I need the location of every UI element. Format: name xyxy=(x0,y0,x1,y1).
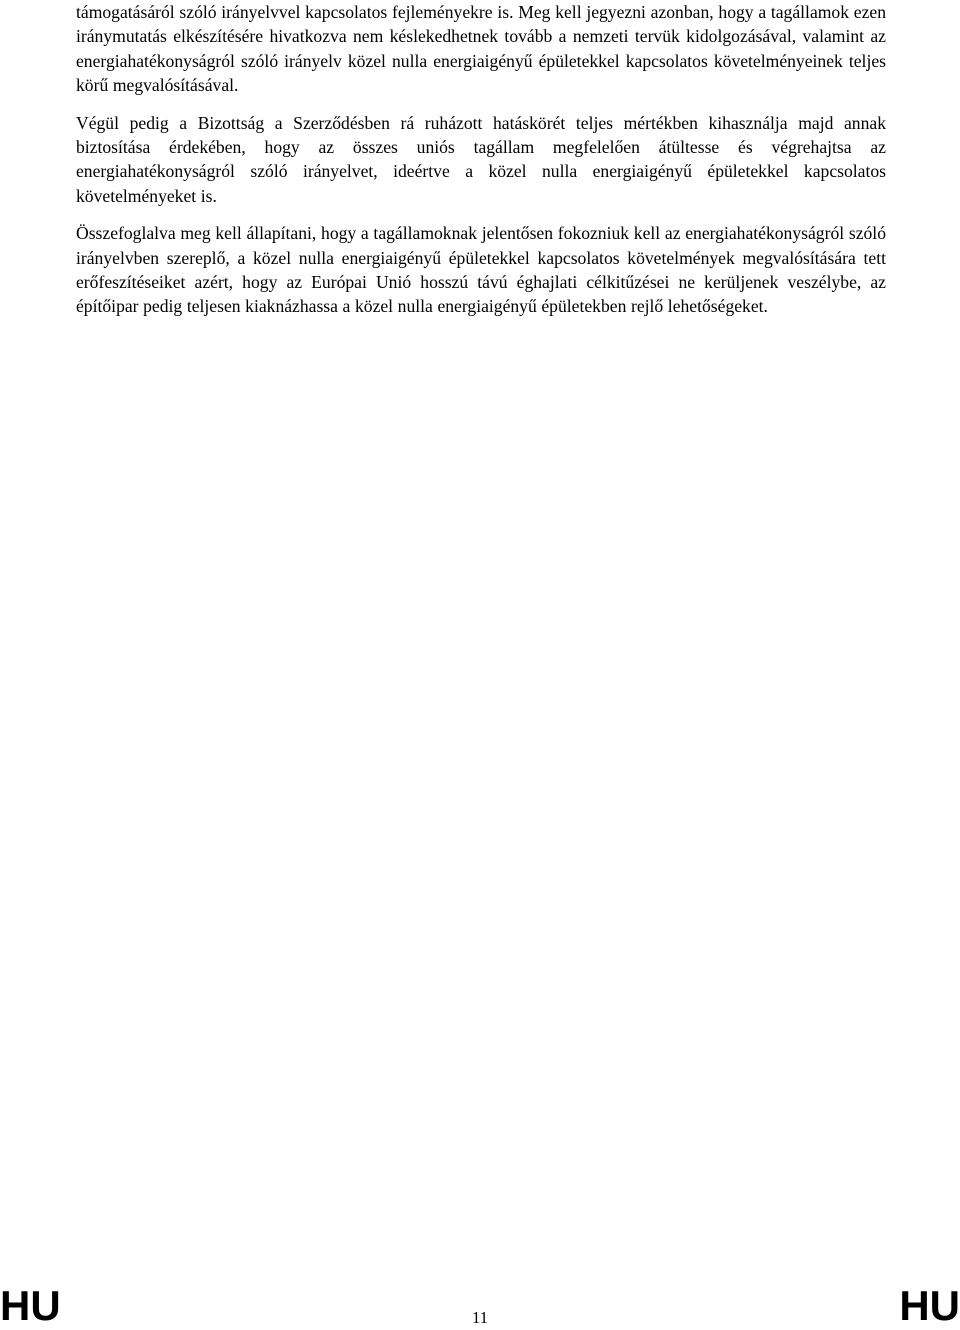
page-number: 11 xyxy=(471,1308,489,1327)
footer-language-code-left: HU xyxy=(0,1282,61,1329)
document-body xyxy=(76,0,886,332)
paragraph-commission-enforcement: Végül pedig a Bizottság a Szerződésben rá ruházott hatáskörét teljes mértékben kihasználja majd annak biztosítása érdekében, hogy az összes uniós tagállam megfelelően átültesse és végrehajtsa az energiahatékonyságról szóló irányelvet, ideértve a közel nulla energiaigényű épületekkel kapcsolatos követelményeket is. xyxy=(76,112,886,206)
paragraph-conclusion: Összefoglalva meg kell állapítani, hogy a tagállamoknak jelentősen fokozniuk kell az energiahatékonyságról szóló irányelvben szereplő, a közel nulla energiaigényű épületekkel kapcsolatos követelmények megvalósítására tett erőfeszítéseiket azért, hogy az Európai Unió hosszú távú éghajlati célkitűzései ne kerüljenek veszélybe, az építőipar pedig teljesen kiaknázhassa a közel nulla energiaigényű épületekben rejlő lehetőségeket. xyxy=(76,223,886,317)
paragraph-continuation: támogatásáról szóló irányelvvel kapcsolatos fejleményekre is. Meg kell jegyezni azonban, hogy a tagállamok ezen iránymutatás elkészítésére hivatkozva nem késlekedhetnek tovább a nemzeti tervük kidolgozásával, valamint az energiahatékonyságról szóló irányelv közel nulla energiaigényű épületekkel kapcsolatos követelményeinek teljes körű megvalósításával. xyxy=(76,2,886,96)
footer-language-code-right: HU xyxy=(899,1282,960,1329)
